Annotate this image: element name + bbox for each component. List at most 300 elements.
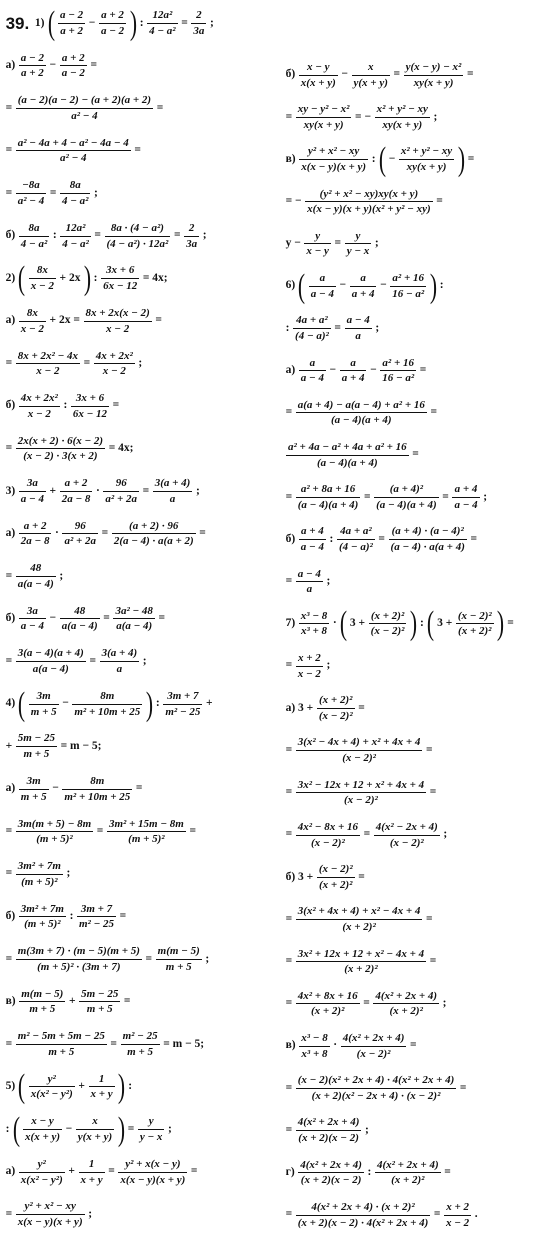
math-text: = (156, 101, 164, 114)
fraction (19, 988, 65, 1016)
math-text: = (112, 399, 120, 412)
fraction (163, 690, 202, 718)
math-text: = (155, 314, 162, 327)
fraction (16, 945, 142, 973)
math-line (284, 476, 555, 518)
fraction (62, 520, 98, 548)
math-text: в) (285, 1039, 296, 1052)
math-text: : (5, 1122, 10, 1135)
math-text: б) (5, 910, 16, 922)
fraction-numerator: a − 2 (20, 51, 44, 64)
math-text: = (5, 654, 13, 667)
math-text: = (173, 229, 181, 242)
fraction (16, 562, 56, 590)
fraction (184, 222, 199, 250)
fraction (58, 9, 85, 37)
math-text: : (329, 532, 334, 545)
math-text: = (393, 68, 401, 81)
math-line (4, 2, 282, 45)
paren-left: ( (426, 604, 435, 643)
fraction-numerator: 4(x² + 2x + 4) (297, 1116, 360, 1129)
paren-left: ( (298, 266, 306, 305)
math-text: − (329, 363, 337, 376)
fraction-numerator: (a + 2) · 96 (129, 519, 179, 532)
fraction-denominator: a(a − 4) (17, 577, 54, 590)
fraction-denominator: 4 − a² (62, 237, 89, 250)
math-text: = (285, 828, 293, 841)
math-text: = (101, 527, 109, 540)
fraction-numerator: a² + 4a − a² + 4a + a² + 16 (288, 440, 407, 453)
fraction-denominator: (m + 5)² · (3m + 7) (16, 959, 142, 974)
fraction-numerator: 2 (188, 221, 195, 234)
fraction (121, 1030, 160, 1058)
math-text: а) 3 + (285, 701, 314, 714)
fraction (94, 350, 135, 378)
math-text: в) (5, 995, 16, 1008)
fraction-numerator: a² + 16 (392, 272, 424, 285)
fraction-denominator: a − 2 (100, 24, 125, 37)
fraction-numerator: a − 4 (346, 314, 370, 327)
fraction-numerator: 3(x² + 4x + 4) + x² − 4x + 4 (297, 905, 421, 918)
math-text: = (5, 144, 13, 157)
fraction-numerator: 4x + 2x² (20, 392, 58, 405)
fraction (375, 1159, 441, 1187)
fraction (16, 732, 57, 760)
fraction (296, 779, 426, 807)
fraction-numerator: 3x + 6 (75, 392, 105, 405)
fraction-numerator: 8a · (4 − a²) (110, 221, 164, 234)
math-text: = (89, 654, 96, 667)
fraction (71, 392, 109, 420)
fraction-numerator: 3m² + 15m − 8m (108, 817, 184, 830)
fraction-numerator: a + 2 (23, 519, 47, 532)
fraction-denominator: m² − 25 (79, 918, 115, 931)
fraction-denominator: (x − 2)² (341, 1046, 407, 1061)
fraction-denominator: m + 5 (16, 746, 57, 761)
math-line (284, 307, 555, 349)
math-text: = (334, 237, 342, 250)
fraction (380, 357, 416, 385)
fraction-denominator: x − 2 (16, 363, 80, 378)
math-text: = m − 5; (60, 739, 102, 752)
fraction-numerator: 8x + 2x(x − 2) (85, 306, 150, 319)
fraction-denominator: m + 5 (156, 959, 202, 974)
fraction-numerator: 1 (88, 1157, 95, 1170)
fraction (317, 694, 355, 722)
fraction-denominator: a² + 2a (64, 535, 97, 548)
fraction (29, 264, 56, 292)
fraction (16, 1200, 85, 1228)
fraction-denominator: a² + 2a (105, 492, 137, 505)
fraction (304, 230, 331, 258)
fraction-denominator: x − y (306, 245, 329, 258)
math-text: ; (202, 229, 207, 242)
fraction-denominator: x − 2 (20, 322, 44, 335)
fraction-numerator: (x + 2)² (370, 609, 405, 622)
math-line (4, 470, 282, 513)
fraction-denominator: x(x² − y²) (20, 1173, 63, 1186)
fraction-denominator: (x + 2)² (296, 919, 423, 934)
math-text: + 2x (59, 271, 81, 284)
math-text: = (285, 659, 293, 672)
fraction (341, 1032, 407, 1060)
fraction (298, 1159, 364, 1187)
math-text: − (339, 279, 347, 292)
math-text: y − (285, 237, 301, 250)
fraction-denominator: a − 4 (310, 287, 334, 300)
math-line (284, 730, 555, 772)
fraction-numerator: a − 2 (60, 9, 84, 22)
math-text: = (470, 532, 478, 545)
math-line (4, 895, 282, 938)
fraction (99, 9, 126, 37)
math-line (4, 300, 282, 343)
fraction (299, 61, 338, 89)
fraction (79, 1158, 105, 1186)
fraction-numerator: 3a (26, 604, 38, 617)
fraction-denominator: a + 2 (58, 23, 85, 38)
fraction-denominator: x − 2 (94, 363, 135, 378)
fraction-denominator: (m + 5)² (19, 916, 66, 931)
fraction (60, 222, 90, 250)
math-line (284, 138, 555, 180)
fraction-numerator: a (309, 356, 316, 369)
fraction-numerator: a − 4 (297, 567, 321, 580)
fraction-numerator: 4(x² + 2x + 4) (342, 1032, 405, 1044)
math-text: − (49, 612, 57, 625)
fraction-numerator: (x + 2)² (319, 694, 353, 707)
fraction (299, 610, 329, 638)
math-text: = (412, 448, 419, 461)
math-text: ; (209, 16, 214, 29)
math-text: = (5, 186, 13, 199)
fraction-denominator: x − 2 (30, 280, 54, 293)
fraction (296, 990, 360, 1018)
paren-right: ) (118, 1067, 126, 1106)
math-text: = (442, 490, 449, 503)
fraction-denominator: x + y (90, 1088, 113, 1101)
fraction (76, 1115, 114, 1143)
math-text: : (63, 399, 68, 412)
fraction-numerator: 1 (98, 1072, 105, 1085)
fraction (84, 307, 152, 335)
fraction (369, 610, 407, 638)
math-text: ; (433, 110, 438, 123)
fraction (309, 272, 336, 300)
fraction-numerator: 8m (90, 774, 105, 787)
fraction-denominator: (x − 2)² (370, 625, 405, 638)
fraction-numerator: 3m (36, 689, 51, 702)
fraction-numerator: x² + y² − xy (400, 145, 453, 158)
fraction-numerator: 4a + a² (340, 525, 372, 538)
math-text: ; (483, 490, 488, 503)
fraction-numerator: m² − 5m + 5m − 25 (17, 1030, 105, 1043)
math-line (284, 54, 555, 96)
fraction-numerator: x − y (31, 1115, 54, 1128)
math-text: : (139, 16, 144, 29)
fraction (299, 145, 368, 173)
math-text: = (429, 786, 437, 799)
math-text: = (5, 1037, 13, 1050)
math-line (284, 603, 555, 645)
math-text: = (419, 363, 427, 376)
fraction-numerator: a² − 4a + 4 − a² − 4a − 4 (17, 136, 129, 149)
math-line (284, 223, 555, 265)
fraction-denominator: a(a − 4) (113, 618, 154, 633)
right-column (284, 54, 555, 1236)
fraction (16, 860, 63, 888)
math-text: ; (195, 484, 200, 497)
math-text: ; (326, 574, 331, 587)
math-line (4, 981, 282, 1024)
math-text: = (410, 1039, 417, 1052)
math-text: б) (5, 229, 16, 242)
paren-left: ( (18, 259, 26, 297)
fraction-denominator: (x − 2)² (374, 835, 440, 850)
fraction (16, 818, 93, 846)
fraction-denominator: (a − 4)(a + 4) (376, 498, 437, 511)
fraction-numerator: 8x (36, 264, 48, 277)
fraction-denominator: a (100, 661, 140, 676)
math-text: ; (443, 828, 448, 841)
fraction (113, 605, 154, 633)
math-text: : (155, 697, 160, 710)
math-text: = (466, 68, 474, 81)
fraction-denominator: m + 5 (30, 705, 57, 718)
fraction-numerator: (a + 4)² (389, 483, 424, 496)
fraction-numerator: xy − y² − x² (297, 103, 350, 116)
math-text: 3) (5, 484, 16, 497)
fraction-numerator: y (315, 229, 321, 242)
math-line (284, 898, 555, 940)
fraction-denominator: 2(a − 4) · a(a + 2) (113, 535, 194, 548)
problem-number: 39. (5, 13, 30, 33)
fraction-denominator: x(x − y)(x + y) (120, 1173, 186, 1186)
math-text: = (378, 532, 385, 545)
math-text: г) (285, 1166, 295, 1179)
fraction-denominator: 16 − a² (392, 287, 425, 300)
fraction-numerator: 48 (30, 562, 42, 575)
fraction-denominator: y(x + y) (77, 1130, 113, 1143)
fraction (19, 605, 46, 633)
paren-left: ( (12, 1110, 20, 1148)
fraction-numerator: m² − 25 (122, 1030, 158, 1043)
math-text: = (103, 612, 110, 625)
math-text: = (285, 490, 293, 503)
math-text: = (83, 356, 91, 369)
fraction-denominator: 6x − 12 (103, 280, 138, 293)
math-line (4, 768, 282, 811)
math-text: а) (5, 782, 16, 795)
fraction (60, 605, 100, 633)
math-line (4, 853, 282, 896)
fraction-numerator: (x − 2)² (457, 609, 492, 622)
fraction (79, 988, 120, 1016)
fraction (296, 568, 323, 596)
paren-left: ( (378, 140, 386, 178)
fraction (89, 1073, 115, 1101)
math-text: = (358, 701, 365, 714)
fraction-denominator: a − 4 (454, 498, 478, 511)
fraction (107, 818, 186, 846)
fraction (352, 61, 390, 89)
fraction (19, 477, 46, 505)
paren-right: ) (83, 259, 91, 297)
fraction-numerator: 8a (28, 221, 40, 234)
fraction-numerator: x² + y² − xy (376, 103, 428, 116)
fraction-numerator: x − y (306, 60, 330, 73)
math-line (284, 1025, 555, 1067)
fraction (153, 477, 193, 505)
math-text: = (110, 1037, 117, 1050)
math-line (4, 1066, 282, 1109)
fraction-numerator: 4(x² + 2x + 4) (300, 1158, 362, 1171)
math-text: = (358, 870, 365, 883)
math-text: в) (285, 152, 296, 165)
fraction (340, 357, 367, 385)
fraction (16, 94, 153, 122)
fraction-numerator: 3m + 7 (167, 689, 199, 702)
math-line (284, 983, 555, 1025)
fraction-numerator: 96 (74, 519, 86, 532)
fraction-denominator: a − 2 (61, 67, 85, 80)
math-text: = (285, 406, 293, 419)
fraction-denominator: a(a − 4) (16, 661, 86, 676)
fraction-denominator: (a − 4)(a + 4) (286, 455, 409, 470)
math-text: = (444, 1166, 451, 1179)
fraction-denominator: a − 4 (300, 541, 324, 554)
math-text: − (49, 59, 57, 72)
math-line (4, 555, 282, 598)
fraction (16, 350, 80, 378)
math-text: = (5, 569, 13, 582)
fraction (374, 483, 439, 511)
math-line (4, 938, 282, 981)
fraction-denominator: (x − 2)² (296, 835, 360, 850)
paren-right: ) (457, 140, 465, 178)
fraction-denominator: (x + 2)² (296, 1003, 360, 1018)
math-text: : (52, 229, 57, 242)
fraction-denominator: (m + 5)² (16, 874, 63, 889)
fraction-numerator: a + 2 (64, 477, 88, 490)
fraction-denominator: a − 4 (300, 372, 324, 385)
math-text: 3 + (349, 617, 366, 630)
paren-left: ( (18, 1067, 26, 1106)
fraction (299, 1032, 329, 1060)
fraction (118, 1158, 187, 1186)
fraction-denominator: y − x (346, 245, 370, 258)
math-line (4, 87, 282, 130)
math-line (4, 342, 282, 385)
math-text: б) (285, 532, 296, 545)
fraction (345, 314, 372, 342)
math-text: = (426, 743, 433, 756)
fraction-numerator: 48 (74, 604, 86, 617)
fraction-denominator: (a − 4)(a + 4) (296, 412, 427, 427)
fraction-denominator: a − 4 (20, 492, 44, 505)
fraction-denominator: (m + 5)² (107, 831, 186, 846)
math-text: = (190, 1165, 198, 1178)
math-line (4, 45, 282, 88)
math-text: + (49, 484, 57, 497)
math-text: = (436, 195, 443, 208)
paren-right: ) (429, 266, 437, 305)
math-text: = (5, 356, 13, 369)
fraction (375, 103, 430, 131)
math-line (4, 640, 282, 683)
fraction-numerator: x + 2 (297, 652, 321, 665)
fraction (72, 690, 142, 718)
math-text: − (380, 279, 387, 292)
math-line (4, 683, 282, 726)
math-text: = 4x; (142, 271, 168, 284)
math-text: = (426, 912, 433, 925)
fraction-numerator: 8a (69, 179, 81, 192)
math-text: ; (365, 1123, 369, 1136)
fraction-numerator: 4x + 2x² (95, 349, 133, 362)
math-text: б) 3 + (285, 870, 314, 883)
fraction-denominator: (a − 4)(a + 4) (297, 498, 359, 511)
math-text: 7) (285, 617, 296, 630)
fraction-numerator: 3(a + 4) (101, 647, 138, 660)
math-text: = (5, 867, 13, 880)
fraction-denominator: x − 2 (297, 667, 321, 680)
fraction-denominator: x(x − y)(x + y) (301, 161, 367, 174)
math-text: = (142, 484, 150, 497)
math-text: ; (326, 659, 331, 672)
fraction-denominator: 2a − 8 (20, 535, 50, 548)
math-text: + (205, 697, 213, 710)
fraction (452, 483, 479, 511)
math-text: = (363, 997, 370, 1010)
fraction (374, 821, 440, 849)
fraction-numerator: 8x (26, 306, 38, 319)
fraction-numerator: a² + 16 (382, 356, 414, 369)
fraction (105, 222, 171, 250)
fraction-denominator: a² − 4 (16, 150, 131, 165)
math-text: − (88, 16, 96, 29)
fraction-numerator: y(x − y) − x² (405, 60, 462, 73)
fraction (19, 392, 60, 420)
fraction (296, 821, 360, 849)
math-text: : (439, 279, 444, 292)
fraction-numerator: x + 2 (446, 1200, 469, 1213)
fraction (16, 179, 46, 207)
fraction-denominator: (4 − a²) · 12a² (106, 237, 169, 250)
fraction-numerator: (y² + x² − xy)xy(x + y) (319, 187, 419, 200)
fraction-numerator: 4(x² + 2x + 4) (376, 1158, 439, 1171)
math-text: = (285, 1123, 293, 1136)
fraction-denominator: a + 4 (341, 372, 365, 385)
fraction-numerator: x (92, 1115, 98, 1128)
math-line (284, 181, 555, 223)
math-line (284, 561, 555, 603)
fraction-numerator: 12a² (65, 221, 86, 234)
fraction (19, 222, 49, 250)
fraction-denominator: (4 − a)² (338, 541, 373, 554)
fraction-denominator: x(x + y) (25, 1130, 61, 1143)
fraction-numerator: y² + x² − xy (308, 145, 360, 158)
fraction-denominator: m² + 10m + 25 (64, 790, 131, 803)
fraction-denominator: a (153, 491, 193, 506)
fraction (296, 1116, 362, 1144)
fraction-denominator: (x + 2)² (373, 1003, 439, 1018)
fraction (191, 9, 206, 37)
left-column (4, 2, 282, 1236)
math-text: = (459, 1081, 467, 1094)
fraction-numerator: x (367, 60, 374, 73)
fraction (337, 525, 375, 553)
